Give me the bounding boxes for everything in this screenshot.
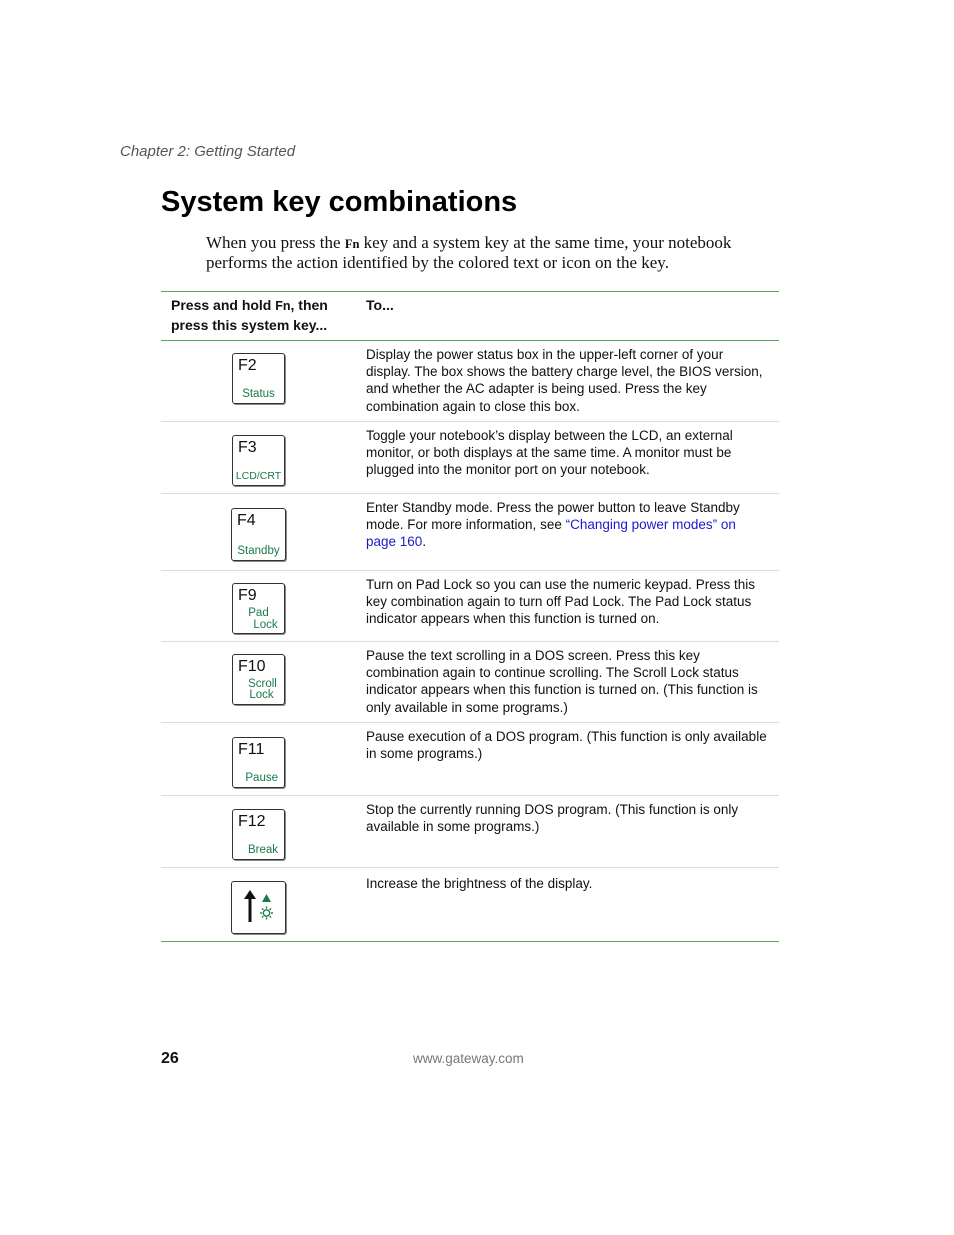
key-name: F4: [237, 512, 256, 529]
key-cell: [161, 796, 366, 867]
desc-after: .: [422, 534, 427, 550]
key-label-line2: Lock: [253, 618, 278, 631]
key-label-line2: Lock: [249, 688, 274, 701]
key-cell: [161, 723, 366, 795]
key-cell: [161, 422, 366, 493]
key-cell: [161, 642, 366, 722]
table-header: [161, 292, 779, 341]
fn-key-text: Fn: [344, 237, 360, 251]
f2-key-icon: [232, 353, 285, 404]
row-description: Display the power status box in the upper-left corner of your display. The box shows the battery charge level, the BIOS version, and whether the AC adapter is being used. Press the key combination again to close this box.: [366, 347, 763, 414]
table-row: [161, 868, 779, 941]
table-row: [161, 494, 779, 571]
f10-key-icon: [232, 654, 285, 705]
row-description: Pause the text scrolling in a DOS screen. Press this key combination again to continue scrolling. The Scroll Lock status indicator appears when this function is turned on. (This function is only available in some programs.): [366, 648, 758, 715]
table-row: [161, 341, 779, 422]
key-cell: [161, 494, 366, 570]
header-col1-fn: Fn: [275, 299, 291, 313]
page-number: 26: [161, 1050, 179, 1067]
f12-key-icon: [232, 809, 285, 860]
key-name: F3: [238, 439, 257, 456]
row-description: Toggle your notebook’s display between the LCD, an external monitor, or both displays at the same time. A monitor must be plugged into the monitor port on your notebook.: [366, 428, 733, 478]
table-row: [161, 571, 779, 642]
changing-power-modes-link[interactable]: “Changing power modes” on page 160: [366, 517, 736, 550]
key-label-line1: Pad: [248, 606, 269, 619]
f3-key-icon: [232, 435, 285, 486]
key-name: F10: [238, 658, 266, 675]
intro-before: When you press the: [206, 233, 345, 252]
key-label: LCD/CRT: [235, 469, 282, 482]
header-key-column: [161, 292, 366, 340]
key-name: F11: [238, 741, 265, 758]
key-name: F2: [238, 357, 257, 374]
row-description: Pause execution of a DOS program. (This function is only available in some programs.): [366, 729, 767, 762]
up-arrow-brightness-up-icon: [232, 882, 285, 933]
key-cell: [161, 341, 366, 421]
table-row: [161, 642, 779, 723]
row-description: Stop the currently running DOS program. (This function is only available in some programs.): [366, 802, 739, 835]
intro-paragraph: [206, 234, 776, 272]
f9-key-icon: [232, 583, 285, 634]
desc-before: Enter Standby mode. Press the power button to leave Standby mode. For more information, see: [366, 500, 740, 533]
key-name: F9: [238, 587, 257, 604]
key-label: Pause: [245, 771, 278, 784]
header-col1-before: Press and hold: [171, 297, 276, 313]
f11-key-icon: [232, 737, 285, 788]
key-label: Standby: [237, 544, 280, 557]
key-cell: [161, 571, 366, 641]
header-action-column: To...: [366, 297, 394, 313]
header-col1-after: , then press this system key...: [171, 297, 328, 333]
chapter-header: Chapter 2: Getting Started: [120, 143, 296, 160]
key-label: Status: [242, 387, 275, 400]
row-description: Turn on Pad Lock so you can use the numeric keypad. Press this key combination again to turn off Pad Lock. The Pad Lock status indicator appears when this function is turned on.: [366, 577, 755, 627]
table-row: [161, 422, 779, 494]
footer-url: www.gateway.com: [413, 1051, 524, 1066]
key-label-line1: Scroll: [248, 677, 277, 690]
intro-after: key and a system key at the same time, your notebook performs the action identified by the colored text or icon on the key.: [206, 233, 732, 272]
row-description: [366, 494, 769, 570]
table-row: [161, 723, 779, 796]
key-cell: [161, 868, 366, 941]
key-label: Break: [247, 843, 278, 856]
row-description: Increase the brightness of the display.: [366, 876, 593, 891]
page-title: System key combinations: [161, 186, 518, 218]
key-combinations-table: [161, 291, 779, 942]
f4-key-icon: [231, 508, 286, 561]
table-row: [161, 796, 779, 868]
brightness-up-key-icon: [231, 881, 286, 934]
key-name: F12: [238, 813, 266, 830]
